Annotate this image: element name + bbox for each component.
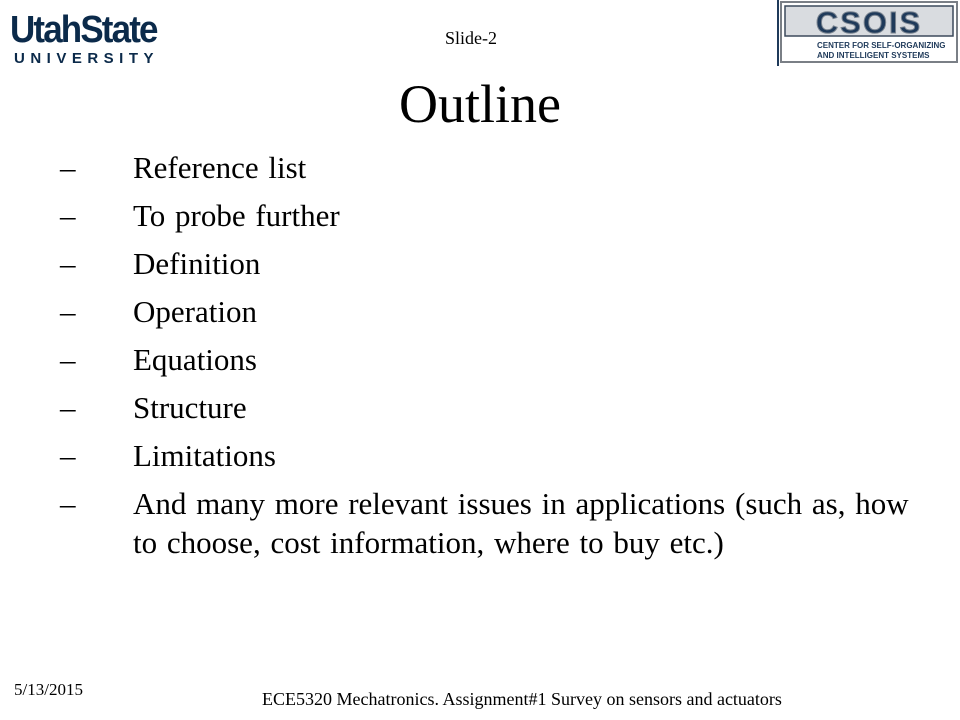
list-item-text: Reference list	[133, 150, 307, 185]
list-item	[0, 148, 960, 187]
outline-list	[0, 148, 960, 571]
csois-logo-graphic	[777, 0, 960, 66]
list-item	[0, 292, 960, 331]
list-item-text: Limitations	[133, 438, 276, 473]
list-item-text: And many more relevant issues in applications (such as, how to choose, cost information, where to buy etc.)	[133, 486, 909, 560]
list-item-text: Structure	[133, 390, 247, 425]
csois-logo-line1: CENTER FOR SELF-ORGANIZING	[817, 41, 946, 50]
list-item	[0, 196, 960, 235]
bullet-dash: –	[60, 438, 76, 473]
slide-title: Outline	[399, 74, 561, 134]
bullet-dash: –	[60, 198, 76, 233]
list-item	[0, 244, 960, 283]
csois-logo	[777, 0, 960, 66]
csois-logo-name: CSOIS	[815, 5, 923, 40]
slide-number: Slide-2	[445, 28, 497, 48]
list-item	[0, 388, 960, 427]
usu-logo-subtitle: UNIVERSITY	[14, 50, 160, 67]
bullet-dash: –	[60, 342, 76, 377]
bullet-dash: –	[60, 390, 76, 425]
footer-date: 5/13/2015	[14, 680, 83, 699]
list-item-text: Definition	[133, 246, 261, 281]
list-item	[0, 340, 960, 379]
list-item	[0, 484, 960, 562]
list-item-text: Operation	[133, 294, 257, 329]
csois-logo-line2: AND INTELLIGENT SYSTEMS	[817, 51, 930, 60]
bullet-dash: –	[60, 486, 76, 521]
usu-logo-name: UtahState	[10, 9, 157, 51]
list-item-text: Equations	[133, 342, 257, 377]
list-item	[0, 436, 960, 475]
bullet-dash: –	[60, 294, 76, 329]
list-item-text: To probe further	[133, 198, 340, 233]
footer-course-title: ECE5320 Mechatronics. Assignment#1 Survey on sensors and actuators	[262, 689, 782, 709]
usu-logo	[10, 8, 190, 68]
bullet-dash: –	[60, 150, 76, 185]
bullet-dash: –	[60, 246, 76, 281]
